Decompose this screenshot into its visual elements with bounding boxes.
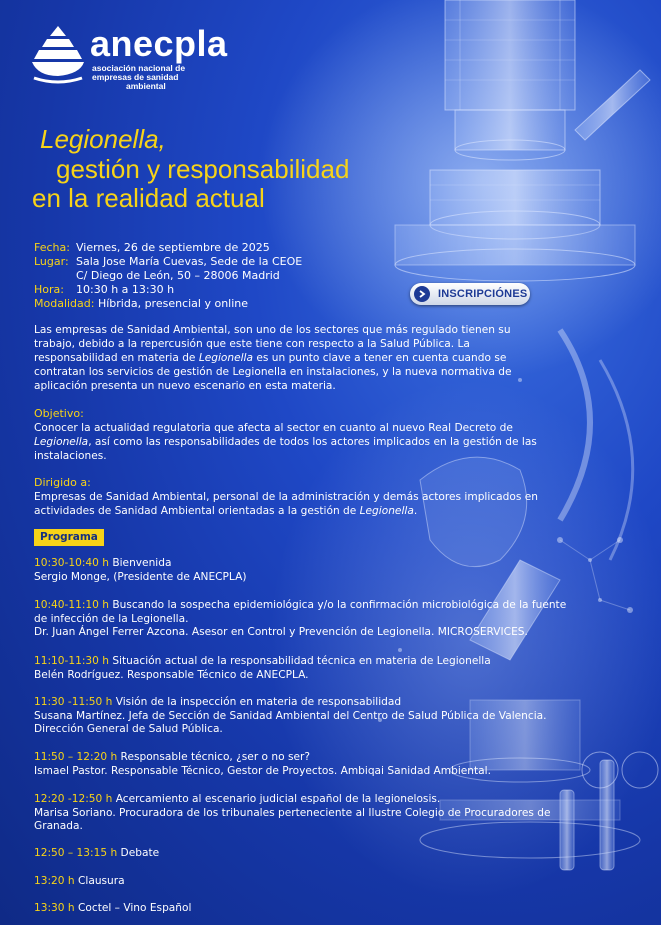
- intro-paragraph: Las empresas de Sanidad Ambiental, son uno de los sectores que más regulado tienen su trabajo, debido a la repercusión que este tiene con respecto a la Salud Pública. La responsabilidad en materia de Legionella es un punto clave a tener en cuenta cuando se contratan los servicios de gestión de Legionella en instalaciones, y la nueva normativa de aplicación presenta un nuevo escenario en esta materia.: [34, 324, 512, 392]
- inscripciones-button[interactable]: [410, 283, 530, 305]
- objetivo-section: [34, 407, 554, 463]
- objetivo-text: Conocer la actualidad regulatoria que afecta al sector en cuanto al nuevo Real Decreto de Legionella, así como las responsabilidades de todos los actores implicados en la gestión de las instalaciones.: [34, 422, 537, 462]
- dirigido-heading: Dirigido a:: [34, 476, 91, 489]
- programa-item: 11:50 – 12:20 h Responsable técnico, ¿ser o no ser? Ismael Pastor. Responsable Técnico, Gestor de Proyectos. Ambiqai Sanidad Ambiental.: [34, 751, 491, 777]
- info-lugar: Lugar: Sala Jose María Cuevas, Sede de la CEOE: [34, 255, 303, 268]
- programa-item: 12:20 -12:50 h Acercamiento al escenario judicial español de la legionelosis. Marisa Soriano. Procuradora de los tribunales perteneciente al Ilustre Colegio de Procuradores de Granada.: [34, 793, 551, 832]
- info-fecha: Fecha: Viernes, 26 de septiembre de 2025: [34, 241, 270, 254]
- logo-subtitle: asociación nacional de empresas de sanidad ambiental: [92, 63, 186, 91]
- info-lugar-address: C/ Diego de León, 50 – 28006 Madrid: [76, 269, 280, 282]
- event-info: [34, 241, 303, 311]
- info-hora: Hora: 10:30 h a 13:30 h: [34, 283, 175, 296]
- title-line-3: en la realidad actual: [32, 183, 265, 213]
- programa-badge: Programa: [34, 529, 104, 546]
- anecpla-logo-icon: [30, 24, 86, 86]
- programa-item: 10:30-10:40 h Bienvenida Sergio Monge, (Presidente de ANECPLA): [34, 557, 247, 583]
- logo-wordmark: anecpla: [90, 23, 228, 64]
- title-line-1: Legionella,: [40, 124, 166, 154]
- programa-item: 13:30 h Coctel – Vino Español: [34, 902, 192, 914]
- dirigido-section: [34, 476, 554, 518]
- title-line-2: gestión y responsabilidad: [56, 154, 350, 184]
- inscripciones-button-label: INSCRIPCIÓNES: [438, 288, 528, 300]
- programa-item: 12:50 – 13:15 h Debate: [34, 847, 160, 859]
- chevron-right-icon: [414, 286, 430, 302]
- anecpla-logo: [30, 24, 260, 94]
- programa-item: 13:20 h Clausura: [34, 875, 125, 887]
- dirigido-text: Empresas de Sanidad Ambiental, personal de la administración y demás actores implicados en actividades de Sanidad Ambiental orientadas a la gestión de Legionella.: [34, 491, 538, 517]
- programa-item: 11:10-11:30 h Situación actual de la responsabilidad técnica en materia de Legionella Belén Rodríguez. Responsable Técnico de ANECPLA.: [34, 655, 491, 681]
- programa-item: 10:40-11:10 h Buscando la sospecha epidemiológica y/o la confirmación microbiológica de la fuente de infección de la Legionella. Dr. Juan Ángel Ferrer Azcona. Asesor en Control y Prevención de Legionella. MICROSERVICES.: [34, 599, 567, 638]
- info-modalidad: Modalidad: Híbrida, presencial y online: [34, 297, 249, 310]
- objetivo-heading: Objetivo:: [34, 407, 84, 420]
- programa-item: 11:30 -11:50 h Visión de la inspección en materia de responsabilidad Susana Martínez. Jefa de Sección de Sanidad Ambiental del Centro de Salud Pública de Valencia. Dirección General de Salud Pública.: [34, 696, 547, 735]
